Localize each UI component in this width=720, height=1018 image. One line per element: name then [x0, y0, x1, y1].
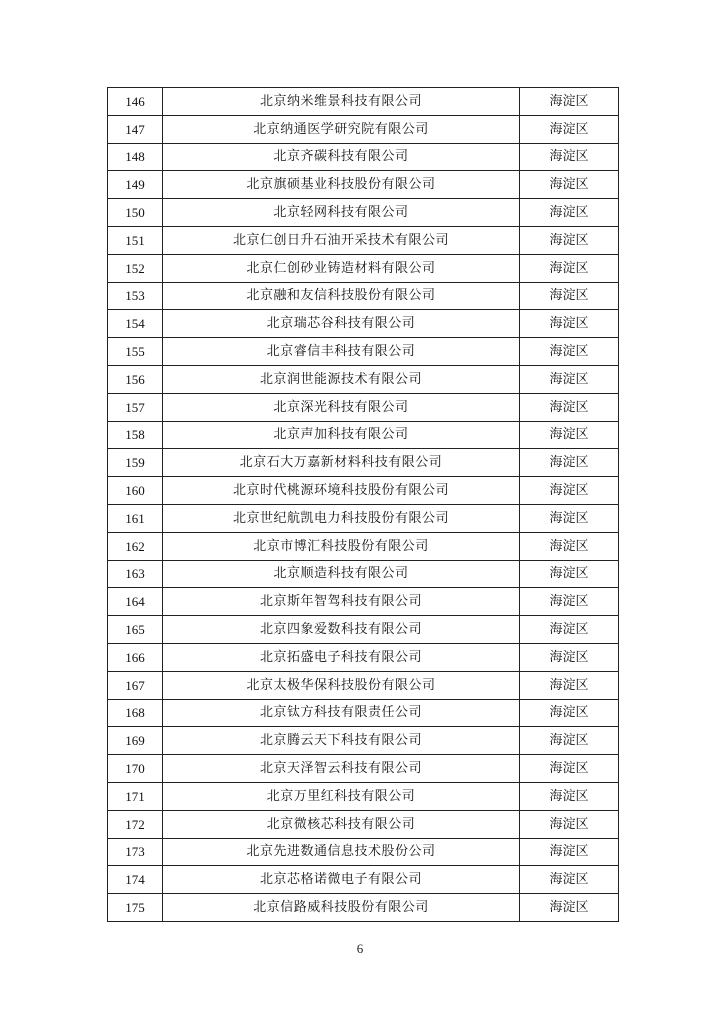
- table-row: [108, 393, 619, 421]
- company-table-container: [107, 87, 615, 922]
- district-cell: 海淀区: [520, 727, 619, 755]
- district-cell: 海淀区: [520, 699, 619, 727]
- table-row: [108, 532, 619, 560]
- district-cell: 海淀区: [520, 643, 619, 671]
- company-name-cell: 北京斯年智驾科技有限公司: [163, 588, 520, 616]
- district-cell: 海淀区: [520, 199, 619, 227]
- table-row: [108, 421, 619, 449]
- table-row: [108, 254, 619, 282]
- table-row: [108, 338, 619, 366]
- company-name-cell: 北京瑞芯谷科技有限公司: [163, 310, 520, 338]
- company-table-body: [108, 88, 619, 922]
- company-name-cell: 北京腾云天下科技有限公司: [163, 727, 520, 755]
- district-cell: 海淀区: [520, 143, 619, 171]
- row-number-cell: 153: [108, 282, 163, 310]
- company-name-cell: 北京太极华保科技股份有限公司: [163, 671, 520, 699]
- table-row: [108, 699, 619, 727]
- table-row: [108, 171, 619, 199]
- row-number-cell: 168: [108, 699, 163, 727]
- district-cell: 海淀区: [520, 838, 619, 866]
- row-number-cell: 164: [108, 588, 163, 616]
- company-name-cell: 北京仁创砂业铸造材料有限公司: [163, 254, 520, 282]
- row-number-cell: 171: [108, 782, 163, 810]
- company-name-cell: 北京润世能源技术有限公司: [163, 365, 520, 393]
- company-name-cell: 北京世纪航凯电力科技股份有限公司: [163, 504, 520, 532]
- row-number-cell: 151: [108, 226, 163, 254]
- district-cell: 海淀区: [520, 532, 619, 560]
- table-row: [108, 282, 619, 310]
- district-cell: 海淀区: [520, 421, 619, 449]
- row-number-cell: 150: [108, 199, 163, 227]
- company-name-cell: 北京市博汇科技股份有限公司: [163, 532, 520, 560]
- district-cell: 海淀区: [520, 365, 619, 393]
- company-name-cell: 北京信路威科技股份有限公司: [163, 894, 520, 922]
- row-number-cell: 148: [108, 143, 163, 171]
- company-name-cell: 北京轻网科技有限公司: [163, 199, 520, 227]
- company-name-cell: 北京微核芯科技有限公司: [163, 810, 520, 838]
- company-name-cell: 北京旗硕基业科技股份有限公司: [163, 171, 520, 199]
- row-number-cell: 166: [108, 643, 163, 671]
- district-cell: 海淀区: [520, 393, 619, 421]
- row-number-cell: 159: [108, 449, 163, 477]
- table-row: [108, 643, 619, 671]
- table-row: [108, 727, 619, 755]
- table-row: [108, 588, 619, 616]
- company-name-cell: 北京仁创日升石油开采技术有限公司: [163, 226, 520, 254]
- company-name-cell: 北京顺造科技有限公司: [163, 560, 520, 588]
- table-row: [108, 365, 619, 393]
- row-number-cell: 154: [108, 310, 163, 338]
- table-row: [108, 143, 619, 171]
- company-name-cell: 北京石大万嘉新材料科技有限公司: [163, 449, 520, 477]
- district-cell: 海淀区: [520, 616, 619, 644]
- company-name-cell: 北京时代桃源环境科技股份有限公司: [163, 477, 520, 505]
- district-cell: 海淀区: [520, 310, 619, 338]
- row-number-cell: 149: [108, 171, 163, 199]
- row-number-cell: 146: [108, 88, 163, 116]
- company-name-cell: 北京先进数通信息技术股份公司: [163, 838, 520, 866]
- company-name-cell: 北京天泽智云科技有限公司: [163, 755, 520, 783]
- district-cell: 海淀区: [520, 588, 619, 616]
- table-row: [108, 810, 619, 838]
- district-cell: 海淀区: [520, 504, 619, 532]
- table-row: [108, 838, 619, 866]
- table-row: [108, 88, 619, 116]
- table-row: [108, 504, 619, 532]
- district-cell: 海淀区: [520, 171, 619, 199]
- company-name-cell: 北京纳米维景科技有限公司: [163, 88, 520, 116]
- district-cell: 海淀区: [520, 782, 619, 810]
- district-cell: 海淀区: [520, 338, 619, 366]
- district-cell: 海淀区: [520, 560, 619, 588]
- row-number-cell: 174: [108, 866, 163, 894]
- row-number-cell: 162: [108, 532, 163, 560]
- row-number-cell: 167: [108, 671, 163, 699]
- table-row: [108, 616, 619, 644]
- row-number-cell: 169: [108, 727, 163, 755]
- row-number-cell: 156: [108, 365, 163, 393]
- district-cell: 海淀区: [520, 115, 619, 143]
- table-row: [108, 449, 619, 477]
- row-number-cell: 165: [108, 616, 163, 644]
- row-number-cell: 161: [108, 504, 163, 532]
- company-name-cell: 北京睿信丰科技有限公司: [163, 338, 520, 366]
- table-row: [108, 115, 619, 143]
- company-table: [107, 87, 619, 922]
- company-name-cell: 北京齐碳科技有限公司: [163, 143, 520, 171]
- table-row: [108, 226, 619, 254]
- district-cell: 海淀区: [520, 477, 619, 505]
- company-name-cell: 北京声加科技有限公司: [163, 421, 520, 449]
- company-name-cell: 北京四象爱数科技有限公司: [163, 616, 520, 644]
- district-cell: 海淀区: [520, 88, 619, 116]
- table-row: [108, 894, 619, 922]
- row-number-cell: 152: [108, 254, 163, 282]
- district-cell: 海淀区: [520, 755, 619, 783]
- row-number-cell: 163: [108, 560, 163, 588]
- district-cell: 海淀区: [520, 866, 619, 894]
- row-number-cell: 157: [108, 393, 163, 421]
- row-number-cell: 155: [108, 338, 163, 366]
- table-row: [108, 671, 619, 699]
- district-cell: 海淀区: [520, 282, 619, 310]
- table-row: [108, 866, 619, 894]
- district-cell: 海淀区: [520, 810, 619, 838]
- company-name-cell: 北京芯格诺微电子有限公司: [163, 866, 520, 894]
- row-number-cell: 158: [108, 421, 163, 449]
- table-row: [108, 560, 619, 588]
- row-number-cell: 172: [108, 810, 163, 838]
- page-number: 6: [356, 941, 364, 956]
- row-number-cell: 175: [108, 894, 163, 922]
- district-cell: 海淀区: [520, 449, 619, 477]
- table-row: [108, 477, 619, 505]
- row-number-cell: 147: [108, 115, 163, 143]
- district-cell: 海淀区: [520, 671, 619, 699]
- district-cell: 海淀区: [520, 254, 619, 282]
- company-name-cell: 北京纳通医学研究院有限公司: [163, 115, 520, 143]
- row-number-cell: 160: [108, 477, 163, 505]
- row-number-cell: 173: [108, 838, 163, 866]
- row-number-cell: 170: [108, 755, 163, 783]
- company-name-cell: 北京万里红科技有限公司: [163, 782, 520, 810]
- district-cell: 海淀区: [520, 894, 619, 922]
- district-cell: 海淀区: [520, 226, 619, 254]
- table-row: [108, 310, 619, 338]
- company-name-cell: 北京拓盛电子科技有限公司: [163, 643, 520, 671]
- company-name-cell: 北京融和友信科技股份有限公司: [163, 282, 520, 310]
- table-row: [108, 199, 619, 227]
- table-row: [108, 782, 619, 810]
- company-name-cell: 北京钛方科技有限责任公司: [163, 699, 520, 727]
- company-name-cell: 北京深光科技有限公司: [163, 393, 520, 421]
- table-row: [108, 755, 619, 783]
